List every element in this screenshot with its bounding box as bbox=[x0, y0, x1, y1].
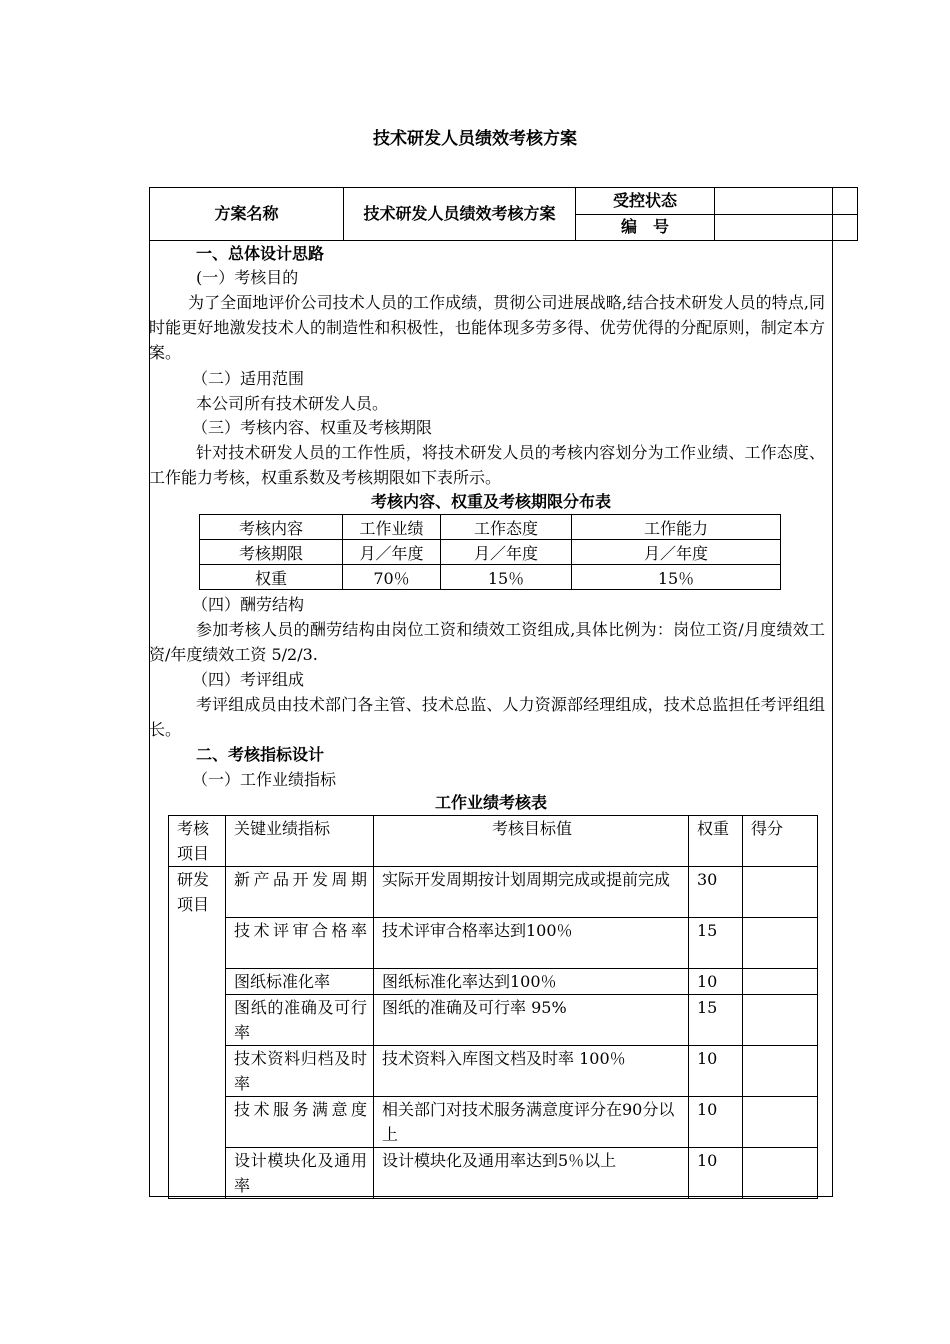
score-cell bbox=[743, 995, 818, 1046]
score-cell bbox=[743, 1046, 818, 1097]
target-cell: 相关部门对技术服务满意度评分在90分以上 bbox=[374, 1097, 689, 1148]
score-cell bbox=[743, 1148, 818, 1199]
table-cell: 月／年度 bbox=[572, 540, 781, 565]
target-cell: 技术资料入库图文档及时率 100％ bbox=[374, 1046, 689, 1097]
section-1-2-heading: （二）适用范围 bbox=[192, 369, 305, 388]
section-1-heading: 一、总体设计思路 bbox=[196, 244, 325, 263]
table-row bbox=[169, 918, 818, 969]
weight-cell: 15 bbox=[689, 995, 743, 1046]
table-cell: 工作态度 bbox=[441, 515, 572, 540]
weight-cell: 10 bbox=[689, 1046, 743, 1097]
weight-cell: 30 bbox=[689, 867, 743, 918]
weight-cell: 10 bbox=[689, 1097, 743, 1148]
section-1-3-text: 针对技术研发人员的工作性质，将技术研发人员的考核内容划分为工作业绩、工作态度、工作能力考核，权重系数及考核期限如下表所示。 bbox=[149, 443, 825, 487]
section-1-1-heading: (一）考核目的 bbox=[196, 268, 299, 287]
target-cell: 实际开发周期按计划周期完成或提前完成 bbox=[374, 867, 689, 918]
table-cell: 工作能力 bbox=[572, 515, 781, 540]
section-1-3-heading: （三）考核内容、权重及考核期限 bbox=[192, 418, 433, 437]
number-value bbox=[715, 214, 858, 241]
table-row bbox=[200, 565, 781, 590]
table-row bbox=[169, 1148, 818, 1199]
score-cell bbox=[743, 969, 818, 995]
target-cell: 技术评审合格率达到100％ bbox=[374, 918, 689, 969]
target-cell: 图纸标准化率达到100％ bbox=[374, 969, 689, 995]
table-row bbox=[169, 969, 818, 995]
table-row bbox=[200, 540, 781, 565]
scheme-header-table bbox=[149, 187, 858, 241]
header-cell: 考核目标值 bbox=[374, 816, 689, 867]
number-label: 编 号 bbox=[576, 214, 715, 241]
target-cell: 设计模块化及通用率达到5％以上 bbox=[374, 1148, 689, 1199]
table-cell: 70％ bbox=[343, 565, 441, 590]
assessment-distribution-table bbox=[199, 514, 781, 590]
score-cell bbox=[743, 1097, 818, 1148]
table-row bbox=[169, 995, 818, 1046]
header-cell: 考核项目 bbox=[169, 816, 226, 867]
indicator-cell: 图纸标准化率 bbox=[226, 969, 374, 995]
header-cell: 权重 bbox=[689, 816, 743, 867]
table-row bbox=[169, 867, 818, 918]
control-status-value bbox=[715, 188, 858, 215]
indicator-cell: 新产品开发周期 bbox=[226, 867, 374, 918]
header-cell: 得分 bbox=[743, 816, 818, 867]
section-1-2-text: 本公司所有技术研发人员。 bbox=[196, 394, 389, 413]
score-cell bbox=[743, 867, 818, 918]
weight-cell: 10 bbox=[689, 969, 743, 995]
section-1-5-heading: （四）考评组成 bbox=[192, 670, 305, 689]
target-cell: 图纸的准确及可行率 95% bbox=[374, 995, 689, 1046]
document-title: 技术研发人员绩效考核方案 bbox=[373, 129, 577, 149]
indicator-cell: 设计模块化及通用率 bbox=[226, 1148, 374, 1199]
scheme-name-value: 技术研发人员绩效考核方案 bbox=[344, 188, 576, 241]
weight-cell: 15 bbox=[689, 918, 743, 969]
table-1-caption: 考核内容、权重及考核期限分布表 bbox=[370, 492, 611, 511]
table-cell: 工作业绩 bbox=[343, 515, 441, 540]
table-cell: 考核期限 bbox=[200, 540, 343, 565]
indicator-cell: 技术服务满意度 bbox=[226, 1097, 374, 1148]
table-row bbox=[200, 515, 781, 540]
table-cell: 月／年度 bbox=[343, 540, 441, 565]
table-cell: 15％ bbox=[572, 565, 781, 590]
table-header-row bbox=[169, 816, 818, 867]
indicator-cell: 技术评审合格率 bbox=[226, 918, 374, 969]
table-cell: 月／年度 bbox=[441, 540, 572, 565]
indicator-cell: 图纸的准确及可行率 bbox=[226, 995, 374, 1046]
performance-assessment-table bbox=[168, 815, 818, 1199]
weight-cell: 10 bbox=[689, 1148, 743, 1199]
category-cell: 研发项目 bbox=[169, 867, 226, 1199]
section-2-heading: 二、考核指标设计 bbox=[196, 745, 325, 764]
table-cell: 考核内容 bbox=[200, 515, 343, 540]
indicator-cell: 技术资料归档及时率 bbox=[226, 1046, 374, 1097]
section-2-1-heading: （一）工作业绩指标 bbox=[192, 770, 337, 789]
control-status-label: 受控状态 bbox=[576, 188, 715, 215]
section-1-4-text: 参加考核人员的酬劳结构由岗位工资和绩效工资组成,具体比例为：岗位工资/月度绩效工资/年度绩效工资 5/2/3. bbox=[149, 620, 825, 664]
table-2-caption: 工作业绩考核表 bbox=[434, 793, 547, 812]
score-cell bbox=[743, 918, 818, 969]
section-1-1-text: 为了全面地评价公司技术人员的工作成绩，贯彻公司进展战略,结合技术研发人员的特点,同时能更好地激发技术人的制造性和积极性，也能体现多劳多得、优劳优得的分配原则，制定本方案。 bbox=[149, 293, 825, 362]
table-cell: 15％ bbox=[441, 565, 572, 590]
table-row bbox=[169, 1097, 818, 1148]
section-1-5-text: 考评组成员由技术部门各主管、技术总监、人力资源部经理组成，技术总监担任考评组组长。 bbox=[149, 695, 825, 739]
section-1-4-heading: （四）酬劳结构 bbox=[192, 595, 305, 614]
header-cell: 关键业绩指标 bbox=[226, 816, 374, 867]
table-cell: 权重 bbox=[200, 565, 343, 590]
table-row bbox=[169, 1046, 818, 1097]
scheme-name-label: 方案名称 bbox=[150, 188, 344, 241]
